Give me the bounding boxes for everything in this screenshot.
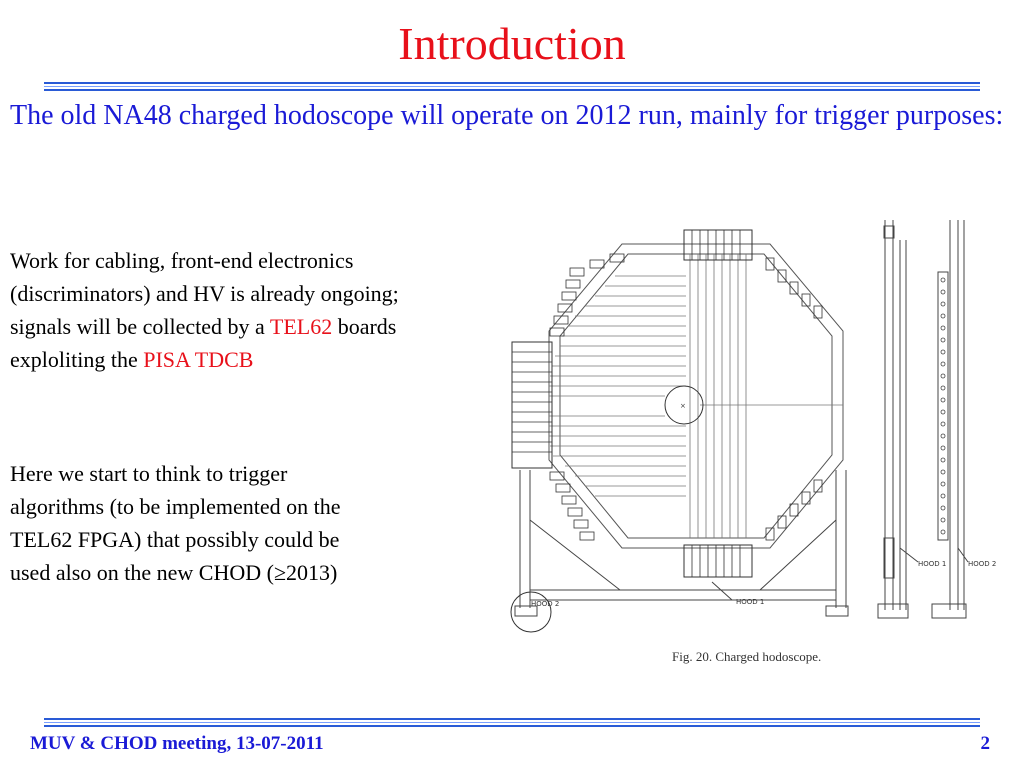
trigger-line-4: used also on the new CHOD (≥2013) — [10, 560, 338, 585]
horizontal-slabs — [549, 276, 843, 496]
hood2-detail-circle — [511, 592, 551, 632]
upper-left-pmts — [550, 254, 624, 336]
cabling-paragraph — [10, 244, 520, 376]
cabling-line-2: (discriminators) and HV is already ongoing; — [10, 281, 399, 306]
side-view-dots — [941, 278, 945, 534]
title-divider — [44, 82, 980, 93]
trigger-line-2: algorithms (to be implemented on the — [10, 494, 341, 519]
label-hood2-left: HOOD 2 — [531, 600, 560, 608]
top-pmt-block — [684, 230, 752, 260]
left-pmt-block — [512, 342, 552, 468]
hodoscope-drawing — [505, 210, 997, 675]
slide-title: Introduction — [398, 18, 626, 69]
trigger-line-1: Here we start to think to trigger — [10, 461, 288, 486]
vertical-slabs — [690, 254, 746, 538]
cabling-line-1: Work for cabling, front-end electronics — [10, 248, 354, 273]
intro-text: The old NA48 charged hodoscope will operate on 2012 run, mainly for trigger purposes: — [10, 100, 1004, 131]
cabling-line-4: exploliting the PISA TDCB — [10, 347, 254, 372]
center-mark: × — [680, 402, 686, 410]
right-pmts — [766, 258, 822, 540]
label-hood1-mid: HOOD 1 — [736, 598, 765, 606]
side-view-left — [878, 220, 908, 618]
label-hood1-side: HOOD 1 — [918, 560, 947, 568]
page-number: 2 — [980, 733, 990, 754]
footer-meeting: MUV & CHOD meeting, 13-07-2011 — [30, 733, 324, 754]
bottom-pmt-block — [684, 545, 752, 577]
side-view-right — [932, 220, 966, 618]
footer-divider — [44, 718, 980, 729]
pisa-tdcb-highlight: PISA TDCB — [143, 347, 254, 372]
tel62-highlight: TEL62 — [269, 314, 333, 339]
trigger-paragraph — [10, 457, 490, 589]
cabling-line-3: signals will be collected by a TEL62 boards — [10, 314, 397, 339]
figure-caption: Fig. 20. Charged hodoscope. — [672, 649, 822, 664]
trigger-line-3: TEL62 FPGA) that possibly could be — [10, 527, 340, 552]
label-hood2-side: HOOD 2 — [968, 560, 997, 568]
